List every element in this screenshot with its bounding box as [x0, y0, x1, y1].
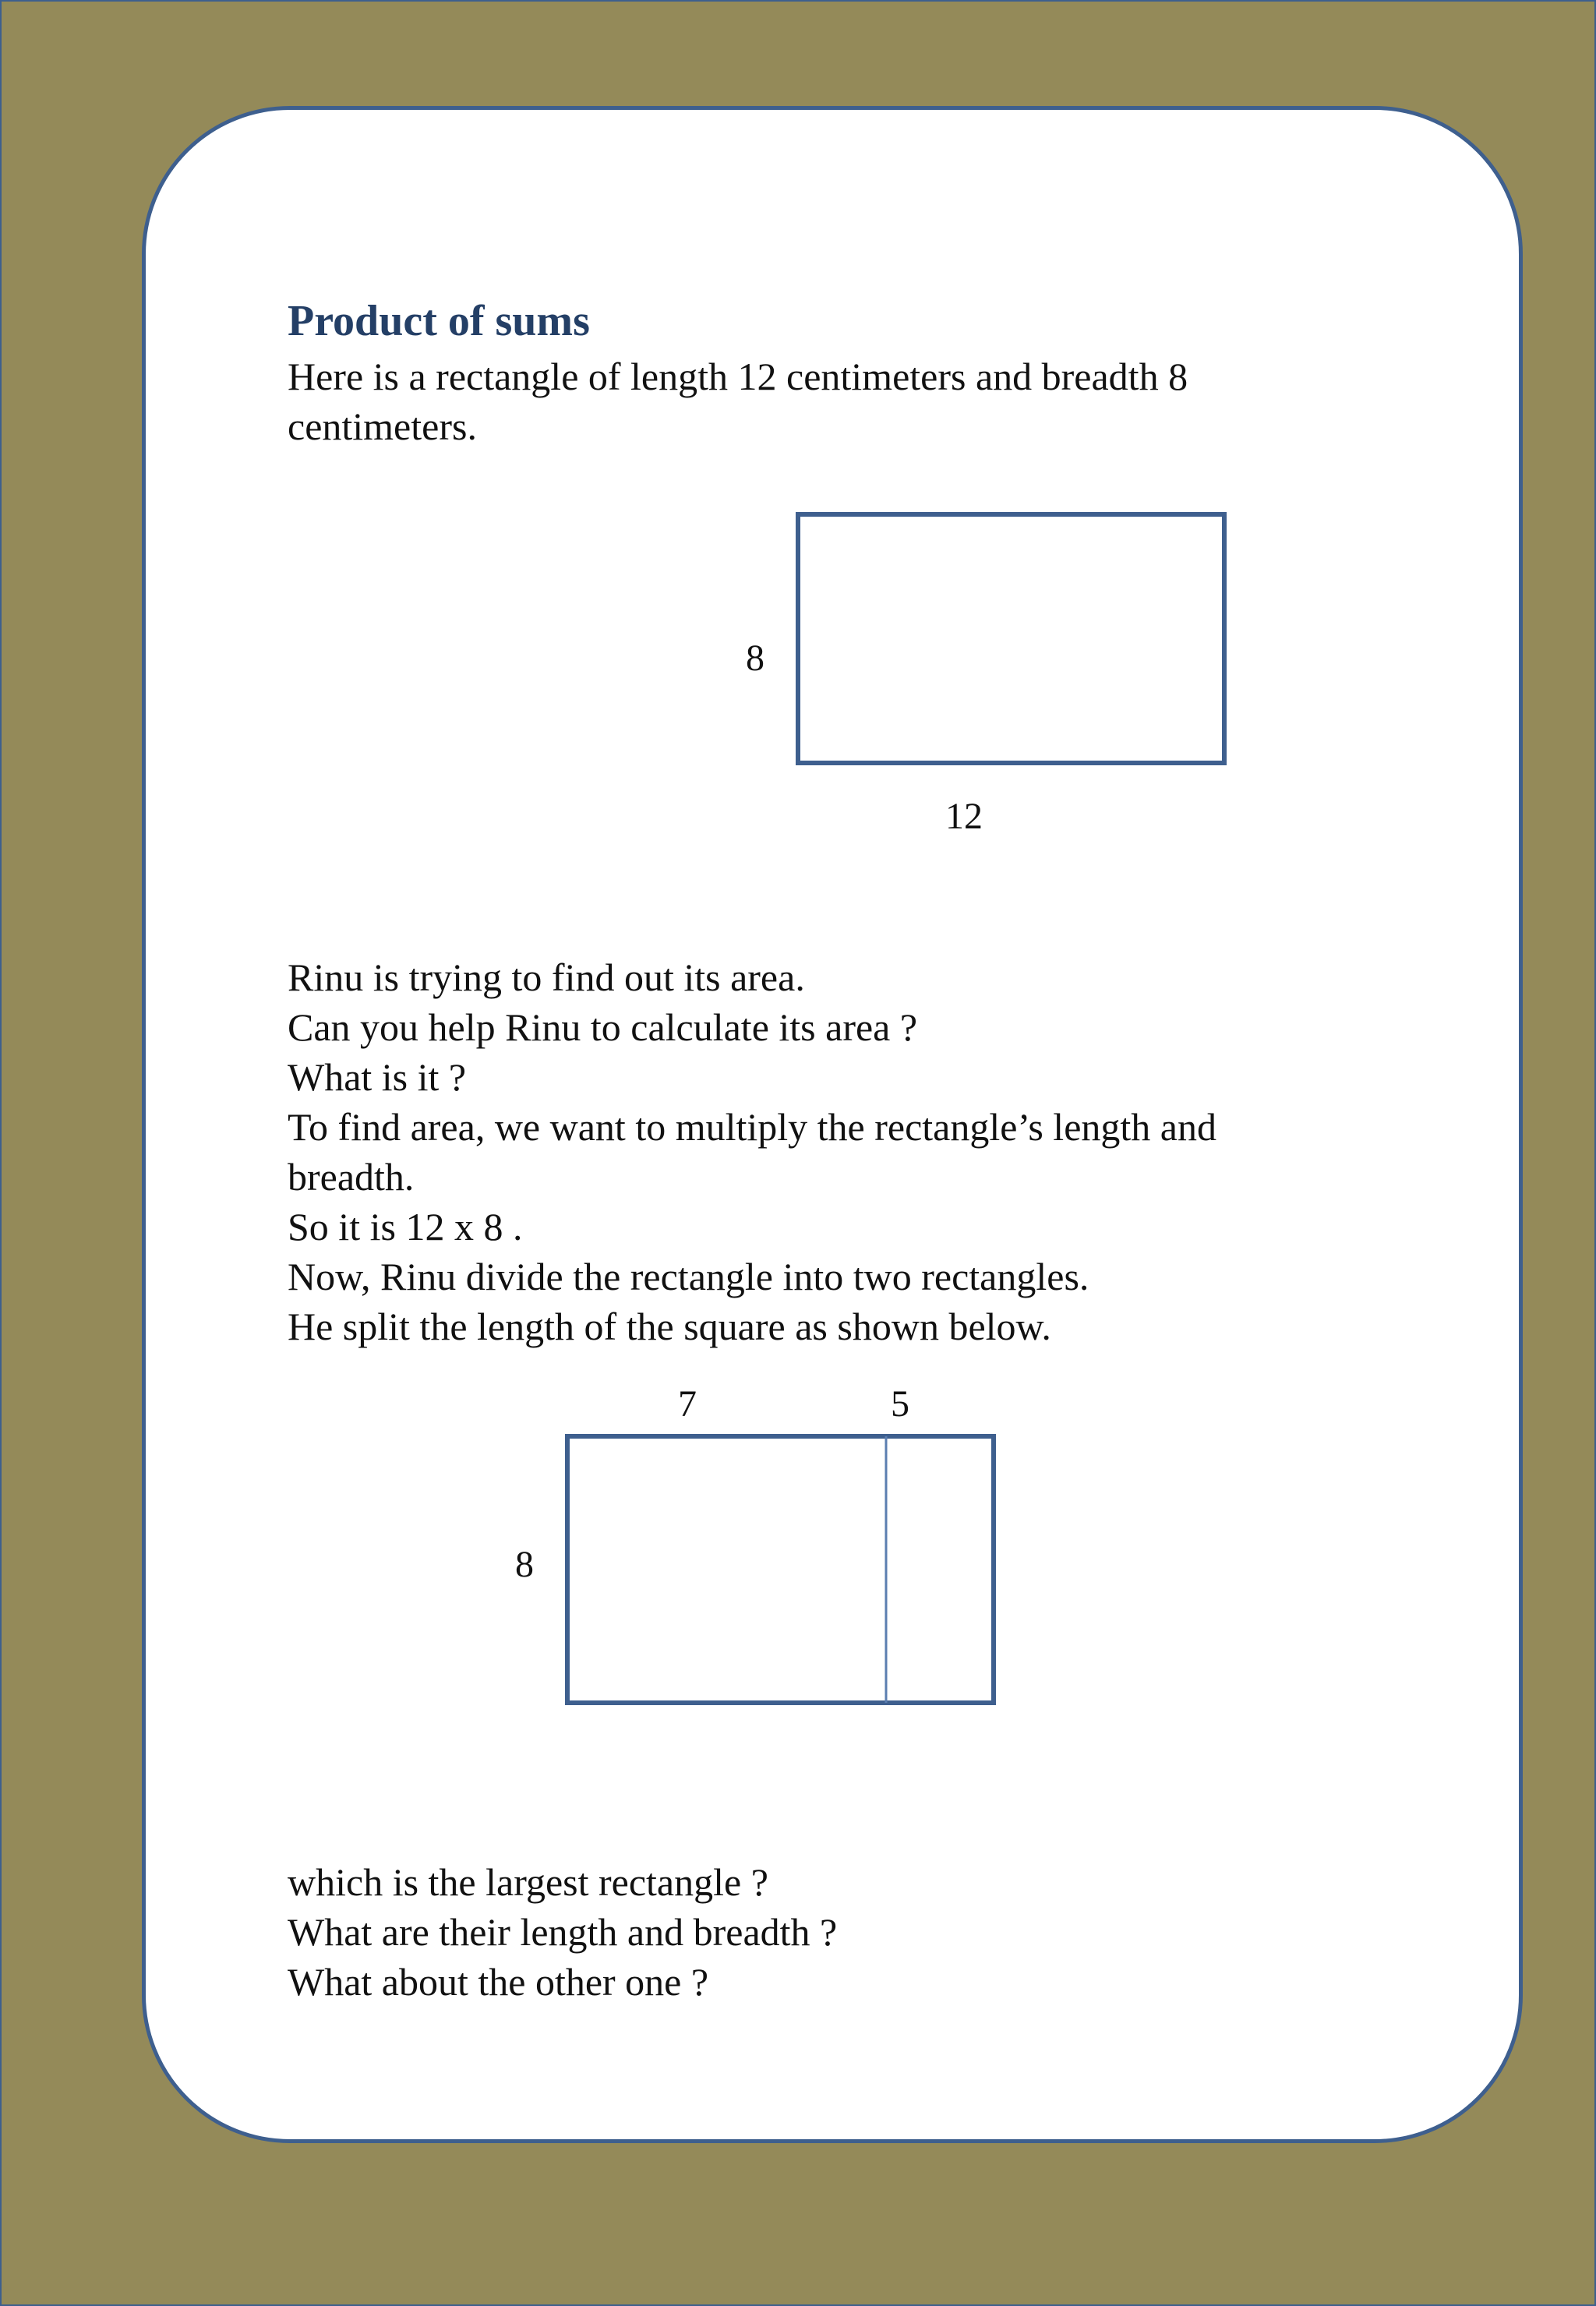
question-line: which is the largest rectangle ? — [288, 1860, 768, 1904]
figure2-top-left-label: 7 — [678, 1383, 697, 1425]
question-line: What about the other one ? — [288, 1960, 709, 2004]
text-line: So it is 12 x 8 . — [288, 1205, 523, 1248]
middle-paragraph — [288, 952, 1216, 1351]
figure1-side-label: 8 — [746, 637, 764, 679]
text-line: Can you help Rinu to calculate its area ? — [288, 1005, 918, 1049]
figure1-bottom-label: 12 — [945, 796, 983, 837]
question-line: What are their length and breadth ? — [288, 1910, 838, 1954]
page-title: Product of sums — [288, 297, 590, 345]
figure2-top-right-label: 5 — [891, 1383, 909, 1425]
text-line: He split the length of the square as shown below. — [288, 1305, 1051, 1348]
text-line: What is it ? — [288, 1055, 467, 1099]
figure-2 — [515, 1383, 994, 1703]
intro-line: Here is a rectangle of length 12 centimeters and breadth 8 — [288, 355, 1188, 398]
text-line: breadth. — [288, 1155, 415, 1199]
intro-line: centimeters. — [288, 404, 477, 448]
figure2-side-label: 8 — [515, 1544, 534, 1585]
text-line: Rinu is trying to find out its area. — [288, 955, 805, 999]
questions-paragraph — [288, 1857, 837, 2007]
text-line: Now, Rinu divide the rectangle into two rectangles. — [288, 1255, 1089, 1298]
split-rectangle — [567, 1436, 994, 1703]
text-line: To find area, we want to multiply the rectangle’s length and — [288, 1105, 1216, 1149]
figure-1 — [746, 514, 1224, 837]
rectangle-12-by-8 — [798, 514, 1224, 763]
